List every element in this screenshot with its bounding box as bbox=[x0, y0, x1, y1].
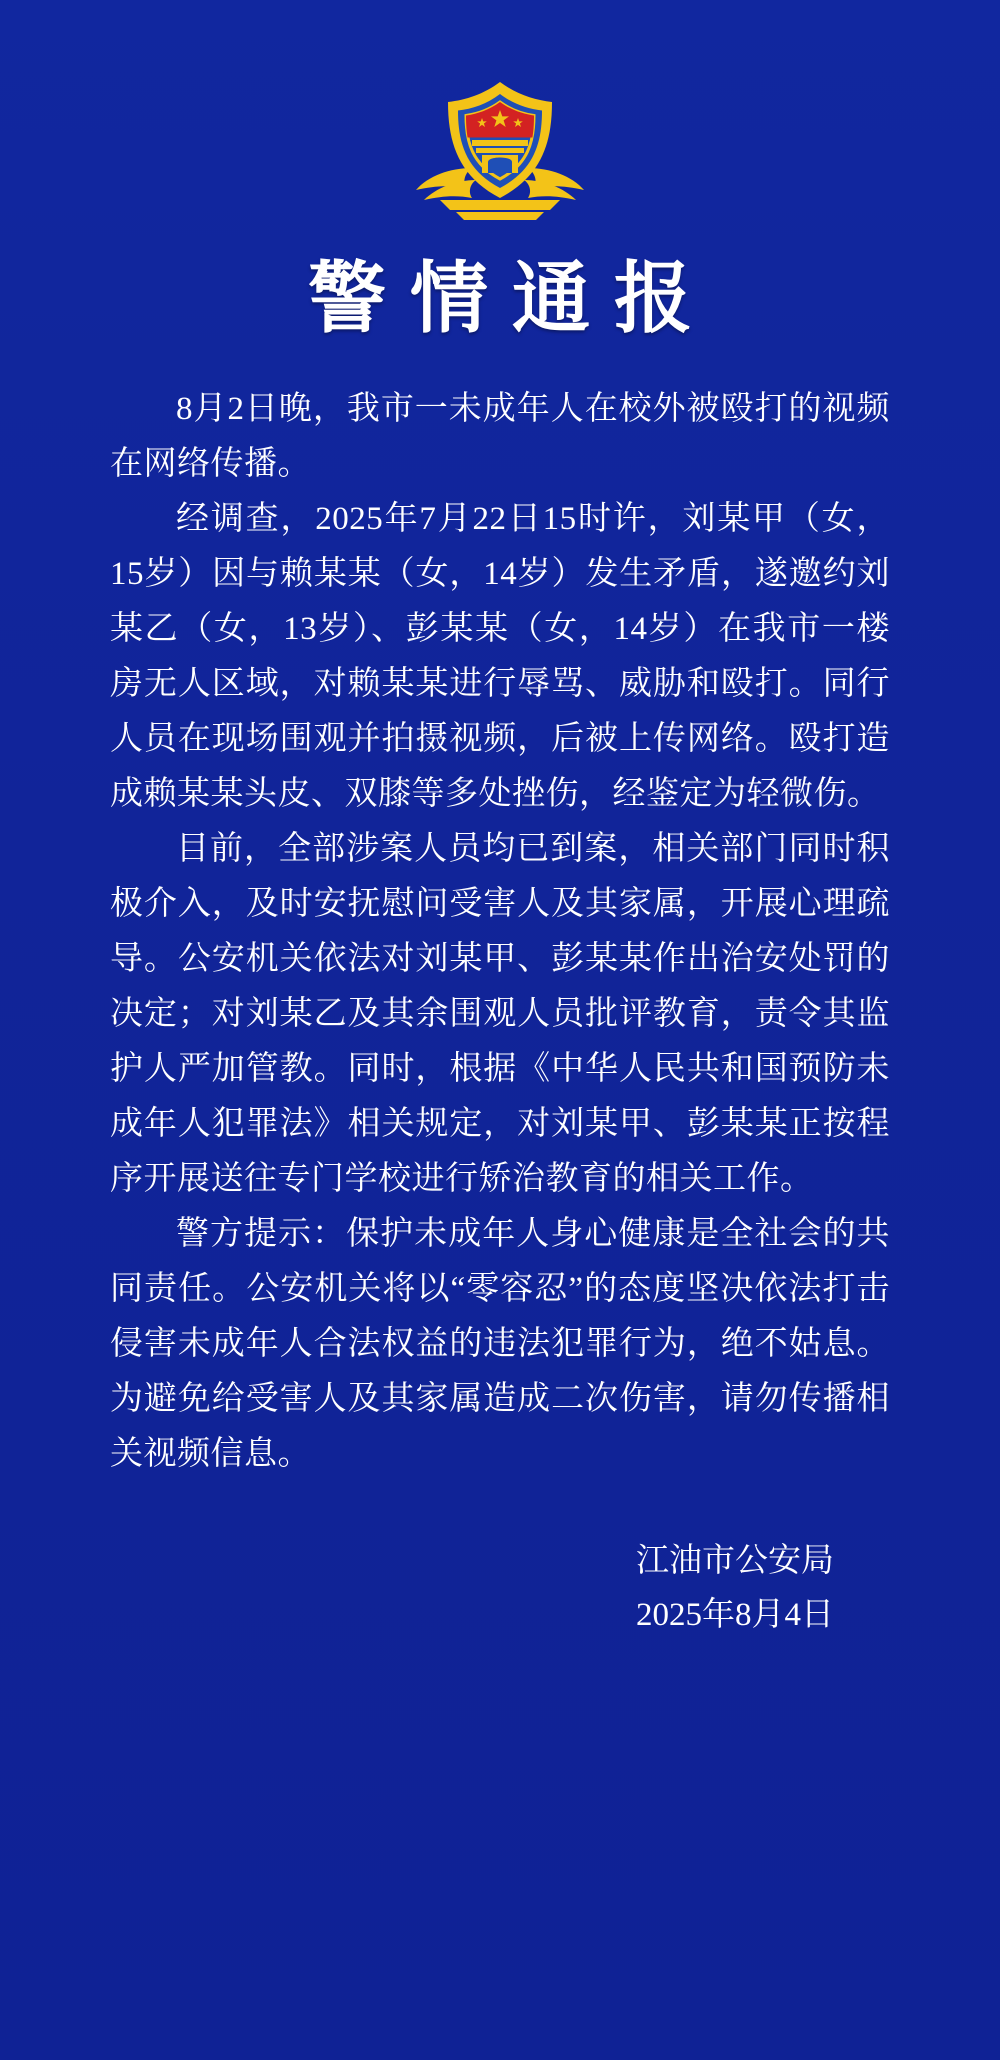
emblem-container bbox=[110, 0, 890, 222]
paragraph-2: 经调查，2025年7月22日15时许，刘某甲（女，15岁）因与赖某某（女，14岁）发生矛盾，遂邀约刘某乙（女，13岁）、彭某某（女，14岁）在我市一楼房无人区域，对赖某某进行辱骂、威胁和殴打。同行人员在现场围观并拍摄视频，后被上传网络。殴打造成赖某某头皮、双膝等多处挫伤，经鉴定为轻微伤。 bbox=[110, 500, 890, 812]
notice-body bbox=[110, 382, 890, 1482]
signature-block bbox=[110, 1534, 890, 1642]
paragraph-4: 警方提示：保护未成年人身心健康是全社会的共同责任。公安机关将以“零容忍”的态度坚决依法打击侵害未成年人合法权益的违法犯罪行为，绝不姑息。为避免给受害人及其家属造成二次伤害，请勿传播相关视频信息。 bbox=[110, 1215, 890, 1472]
page-title: 警情通报 bbox=[307, 255, 716, 342]
issue-date: 2025年8月4日 bbox=[636, 1596, 834, 1633]
issuer-name: 江油市公安局 bbox=[636, 1542, 834, 1579]
paragraph-3: 目前，全部涉案人员均已到案，相关部门同时积极介入，及时安抚慰问受害人及其家属，开展心理疏导。公安机关依法对刘某甲、彭某某作出治安处罚的决定；对刘某乙及其余围观人员批评教育，责令其监护人严加管教。同时，根据《中华人民共和国预防未成年人犯罪法》相关规定，对刘某甲、彭某某正按程序开展送往专门学校进行矫治教育的相关工作。 bbox=[110, 830, 890, 1197]
paragraph-1: 8月2日晚，我市一未成年人在校外被殴打的视频在网络传播。 bbox=[110, 390, 890, 482]
china-police-emblem-icon bbox=[410, 72, 590, 222]
